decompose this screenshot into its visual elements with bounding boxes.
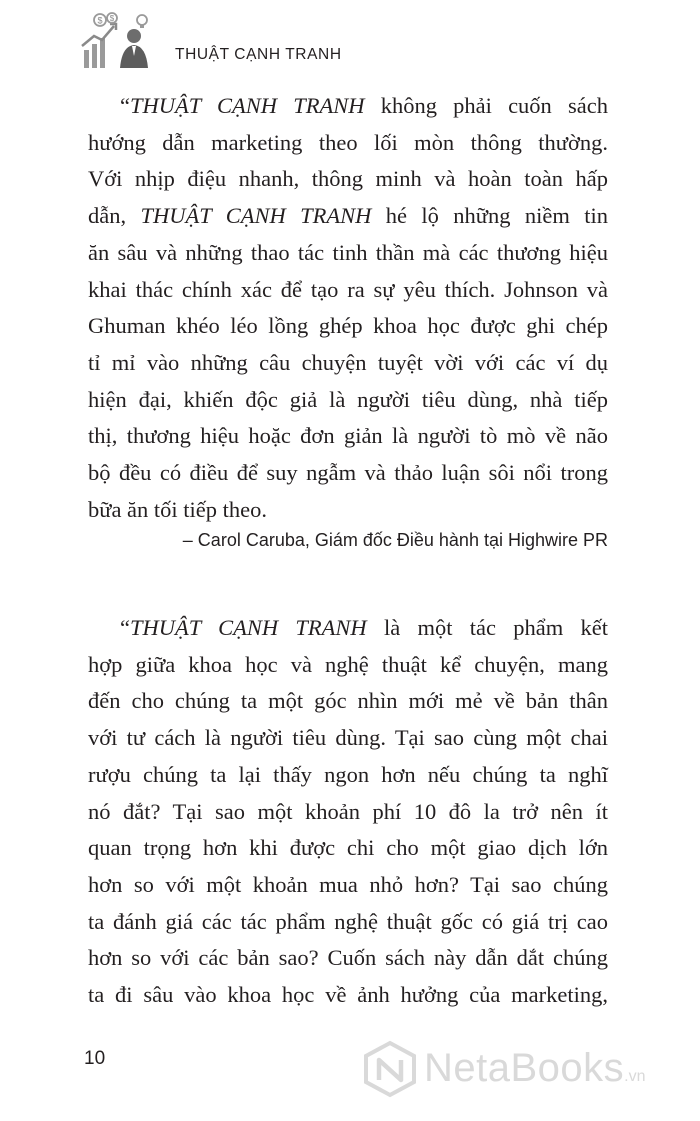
text-line: ta đi sâu vào khoa học về ảnh hưởng của marketing,	[88, 982, 608, 1008]
italic-book-title: THUẬT CẠNH TRANH	[130, 93, 365, 118]
text-line: Ghuman khéo léo lồng ghép khoa học được ghi chép	[88, 313, 608, 339]
italic-book-title: THUẬT CẠNH TRANH	[140, 203, 372, 229]
watermark-text: NetaBooks.vn	[424, 1046, 646, 1090]
text-line: “THUẬT CẠNH TRANH là một tác phẩm kết	[120, 615, 608, 640]
text-line: hơn so với một khoản mua nhỏ hơn? Tại sao chúng	[88, 871, 608, 897]
page-number: 10	[84, 1048, 106, 1069]
svg-text:$: $	[109, 14, 115, 23]
text-line: thị, thương hiệu hoặc đơn giản là người tò mò về não	[88, 423, 608, 449]
text-line: quan trọng hơn khi được chi cho một giao dịch lớn	[88, 835, 608, 861]
quote-paragraph-1	[88, 88, 608, 528]
text-line: ăn sâu và những thao tác tinh thần mà các thương hiệu	[88, 239, 608, 265]
quote-paragraph-2	[88, 610, 608, 1014]
text-line: “THUẬT CẠNH TRANH không phải cuốn sách	[120, 93, 608, 118]
italic-book-title: THUẬT CẠNH TRANH	[130, 615, 367, 640]
text-line: bộ đều có điều để suy ngẫm và thảo luận sôi nổi trong	[88, 460, 608, 486]
book-title-header: THUẬT CẠNH TRANH	[175, 46, 342, 63]
text-line: bữa ăn tối tiếp theo.	[88, 496, 268, 522]
text-line: nó đắt? Tại sao một khoản phí 10 đô la trở nên ít	[88, 798, 608, 824]
netabooks-logo-icon	[362, 1040, 418, 1098]
quote-attribution: – Carol Caruba, Giám đốc Điều hành tại Highwire PR	[182, 530, 608, 550]
text-line: Với nhịp điệu nhanh, thông minh và hoàn toàn hấp	[88, 166, 608, 192]
text-line: hợp giữa khoa học và nghệ thuật kể chuyện, mang	[88, 651, 608, 677]
running-header	[80, 12, 640, 70]
text-line: hướng dẫn marketing theo lối mòn thông thường.	[88, 129, 608, 155]
text-line: với tư cách là người tiêu dùng. Tại sao cùng một chai	[88, 725, 608, 751]
text-line: dẫn, THUẬT CẠNH TRANH hé lộ những niềm tin	[88, 203, 608, 229]
watermark	[362, 1040, 692, 1100]
svg-text:$: $	[97, 15, 103, 26]
text-line: hiện đại, khiến độc giả là người tiêu dùng, nhà tiếp	[88, 386, 608, 412]
text-line: tỉ mỉ vào những câu chuyện tuyệt vời với các ví dụ	[88, 349, 608, 375]
text-line: ta đánh giá các tác phẩm nghệ thuật gốc có giá trị cao	[88, 908, 608, 934]
text-line: khai thác chính xác để tạo ra sự yêu thích. Johnson và	[88, 276, 608, 302]
business-growth-icon	[80, 12, 154, 70]
text-line: đến cho chúng ta một góc nhìn mới mẻ về bản thân	[88, 688, 608, 714]
text-line: hơn so với các bản sao? Cuốn sách này dẫn dắt chúng	[88, 945, 608, 971]
text-line: rượu chúng ta lại thấy ngon hơn nếu chúng ta nghĩ	[88, 761, 608, 787]
